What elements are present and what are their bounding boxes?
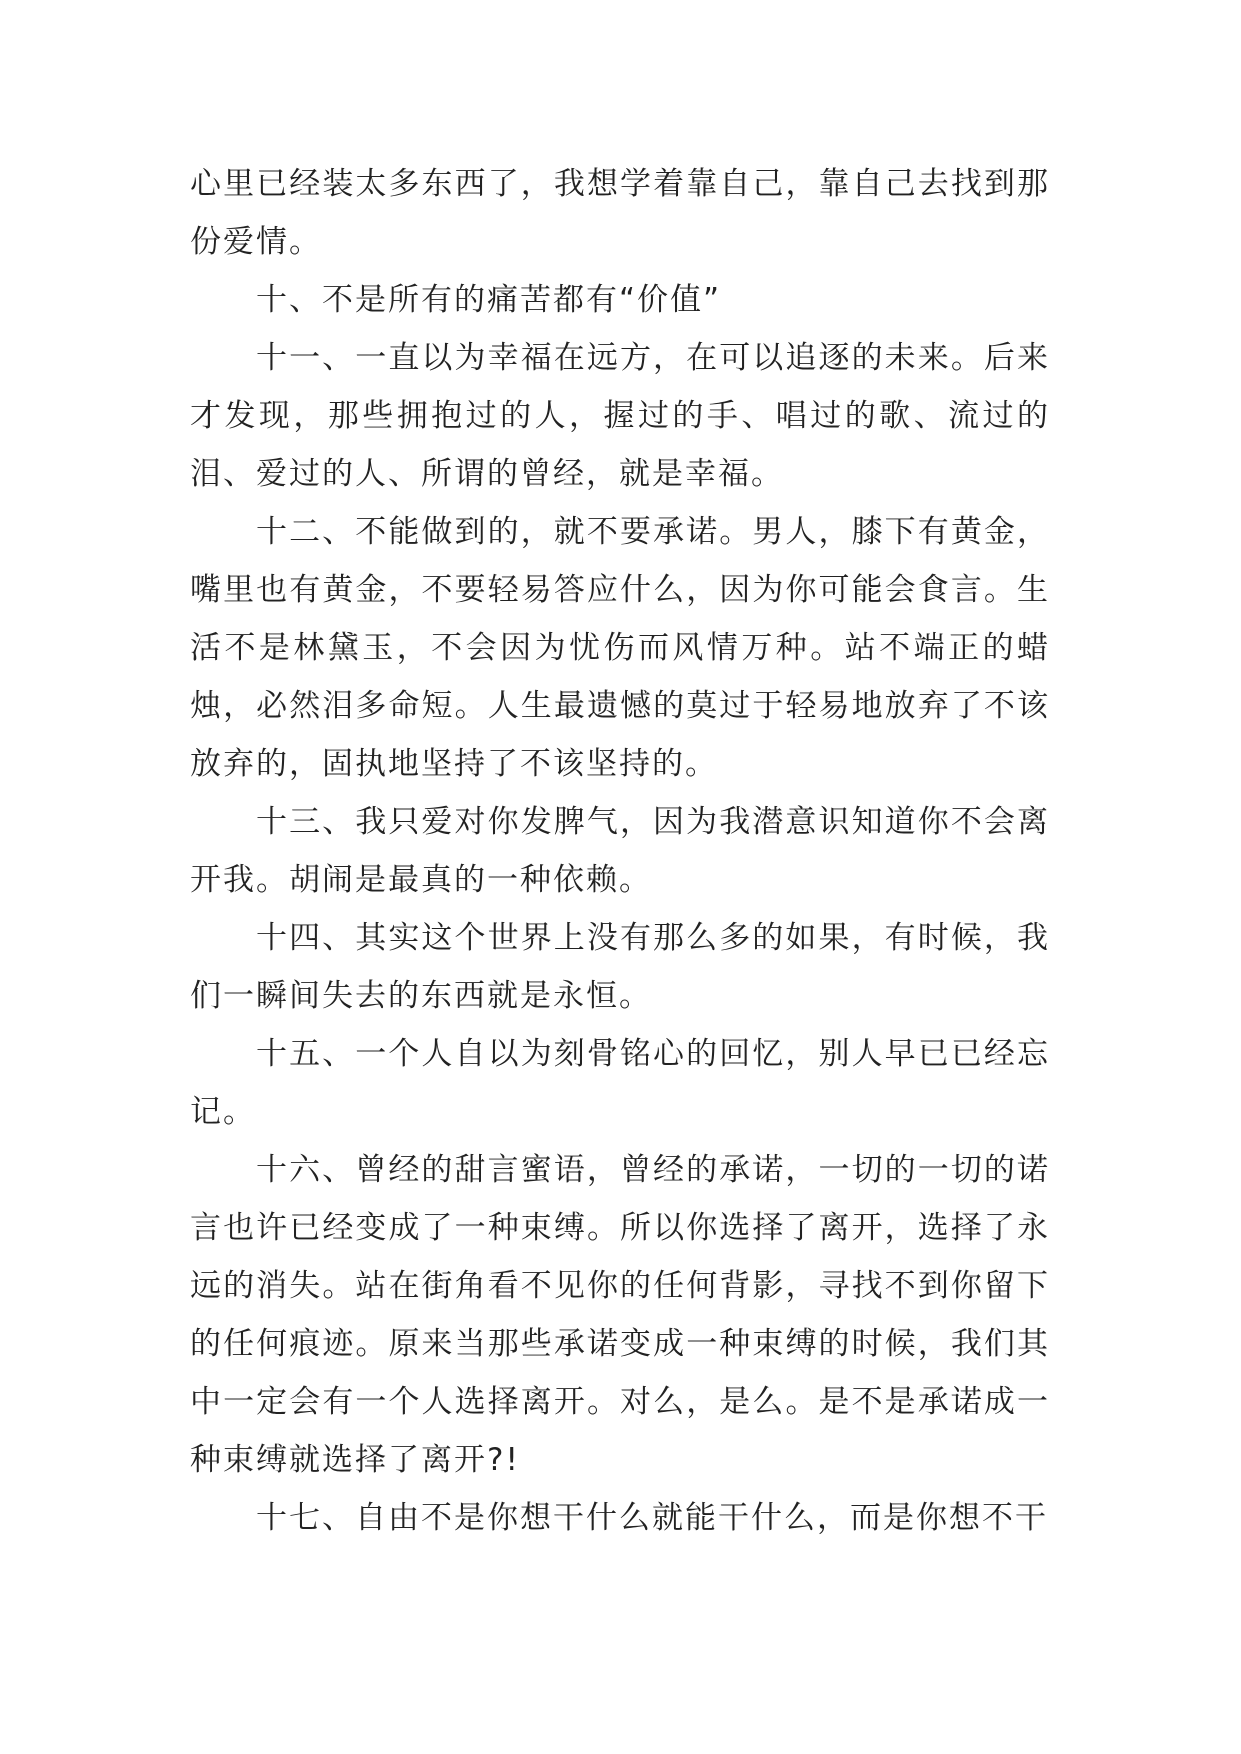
paragraph-10: 十、不是所有的痛苦都有“价值” <box>256 282 722 318</box>
paragraph-16: 十六、曾经的甜言蜜语，曾经的承诺，一切的一切的诺言也许已经变成了一种束缚。所以你选择了离开，选择了永远的消失。站在街角看不见你的任何背影，寻找不到你留下的任何痕迹。原来当那些承诺变成一种束缚的时候，我们其中一定会有一个人选择离开。对么，是么。是不是承诺成一种束缚就选择了离开?! <box>190 1152 1050 1478</box>
paragraph-continuation: 心里已经装太多东西了，我想学着靠自己，靠自己去找到那份爱情。 <box>190 166 1050 260</box>
paragraph-15: 十五、一个人自以为刻骨铭心的回忆，别人早已已经忘记。 <box>190 1036 1050 1130</box>
paragraph-12: 十二、不能做到的，就不要承诺。男人，膝下有黄金，嘴里也有黄金，不要轻易答应什么，因为你可能会食言。生活不是林黛玉，不会因为忧伤而风情万种。站不端正的蜡烛，必然泪多命短。人生最遗憾的莫过于轻易地放弃了不该放弃的，固执地坚持了不该坚持的。 <box>190 514 1050 782</box>
paragraph-11: 十一、一直以为幸福在远方，在可以追逐的未来。后来才发现，那些拥抱过的人，握过的手、唱过的歌、流过的泪、爱过的人、所谓的曾经，就是幸福。 <box>190 340 1050 492</box>
paragraph-14: 十四、其实这个世界上没有那么多的如果，有时候，我们一瞬间失去的东西就是永恒。 <box>190 920 1050 1014</box>
paragraph-13: 十三、我只爱对你发脾气，因为我潜意识知道你不会离开我。胡闹是最真的一种依赖。 <box>190 804 1050 898</box>
paragraph-17: 十七、自由不是你想干什么就能干什么，而是你想不干 <box>256 1500 1048 1536</box>
document-body <box>190 155 1050 1547</box>
